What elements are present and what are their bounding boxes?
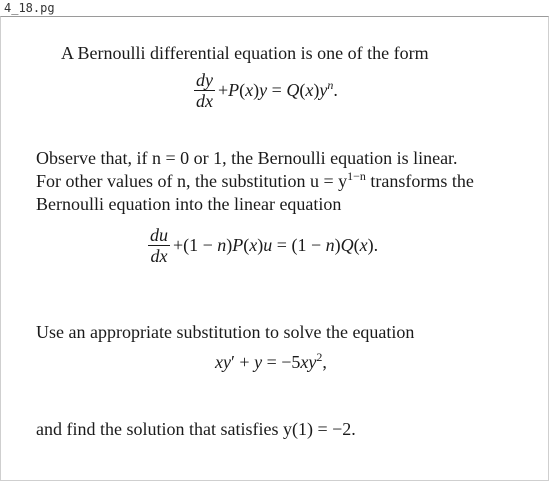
equation-rhs: +(1 − n)P(x)u = (1 − n)Q(x). bbox=[173, 235, 379, 255]
linear-equation bbox=[148, 225, 378, 266]
fraction-dy-dx bbox=[194, 70, 215, 111]
fraction-numerator: dy bbox=[196, 70, 213, 90]
fraction-denominator: dx bbox=[150, 246, 168, 266]
bernoulli-equation bbox=[194, 70, 338, 111]
intro-text: A Bernoulli differential equation is one of the form bbox=[61, 43, 429, 63]
observation-line-2-start: For other values of n, the substitution u = y bbox=[36, 171, 348, 191]
observation-line-1: Observe that, if n = 0 or 1, the Bernoulli equation is linear. bbox=[36, 148, 458, 168]
equation-rhs: $+P(x)y = Q(x)y^n$. bbox=[218, 78, 338, 100]
observation-line-2 bbox=[36, 170, 546, 192]
initial-condition-text: and find the solution that satisfies y(1) = −2. bbox=[36, 419, 356, 439]
observation-line-3: Bernoulli equation into the linear equation bbox=[36, 194, 342, 214]
observation-line-2-end: transforms the bbox=[370, 171, 474, 191]
task-text: Use an appropriate substitution to solve the equation bbox=[36, 322, 415, 342]
given-equation: $xy' + y = -5xy^2$, bbox=[215, 350, 327, 372]
exponent: 1−n bbox=[347, 169, 366, 183]
file-label: 4_18.pg bbox=[4, 1, 55, 15]
fraction-du-dx bbox=[148, 225, 170, 266]
fraction-denominator: dx bbox=[196, 91, 213, 111]
fraction-numerator: du bbox=[150, 225, 168, 245]
